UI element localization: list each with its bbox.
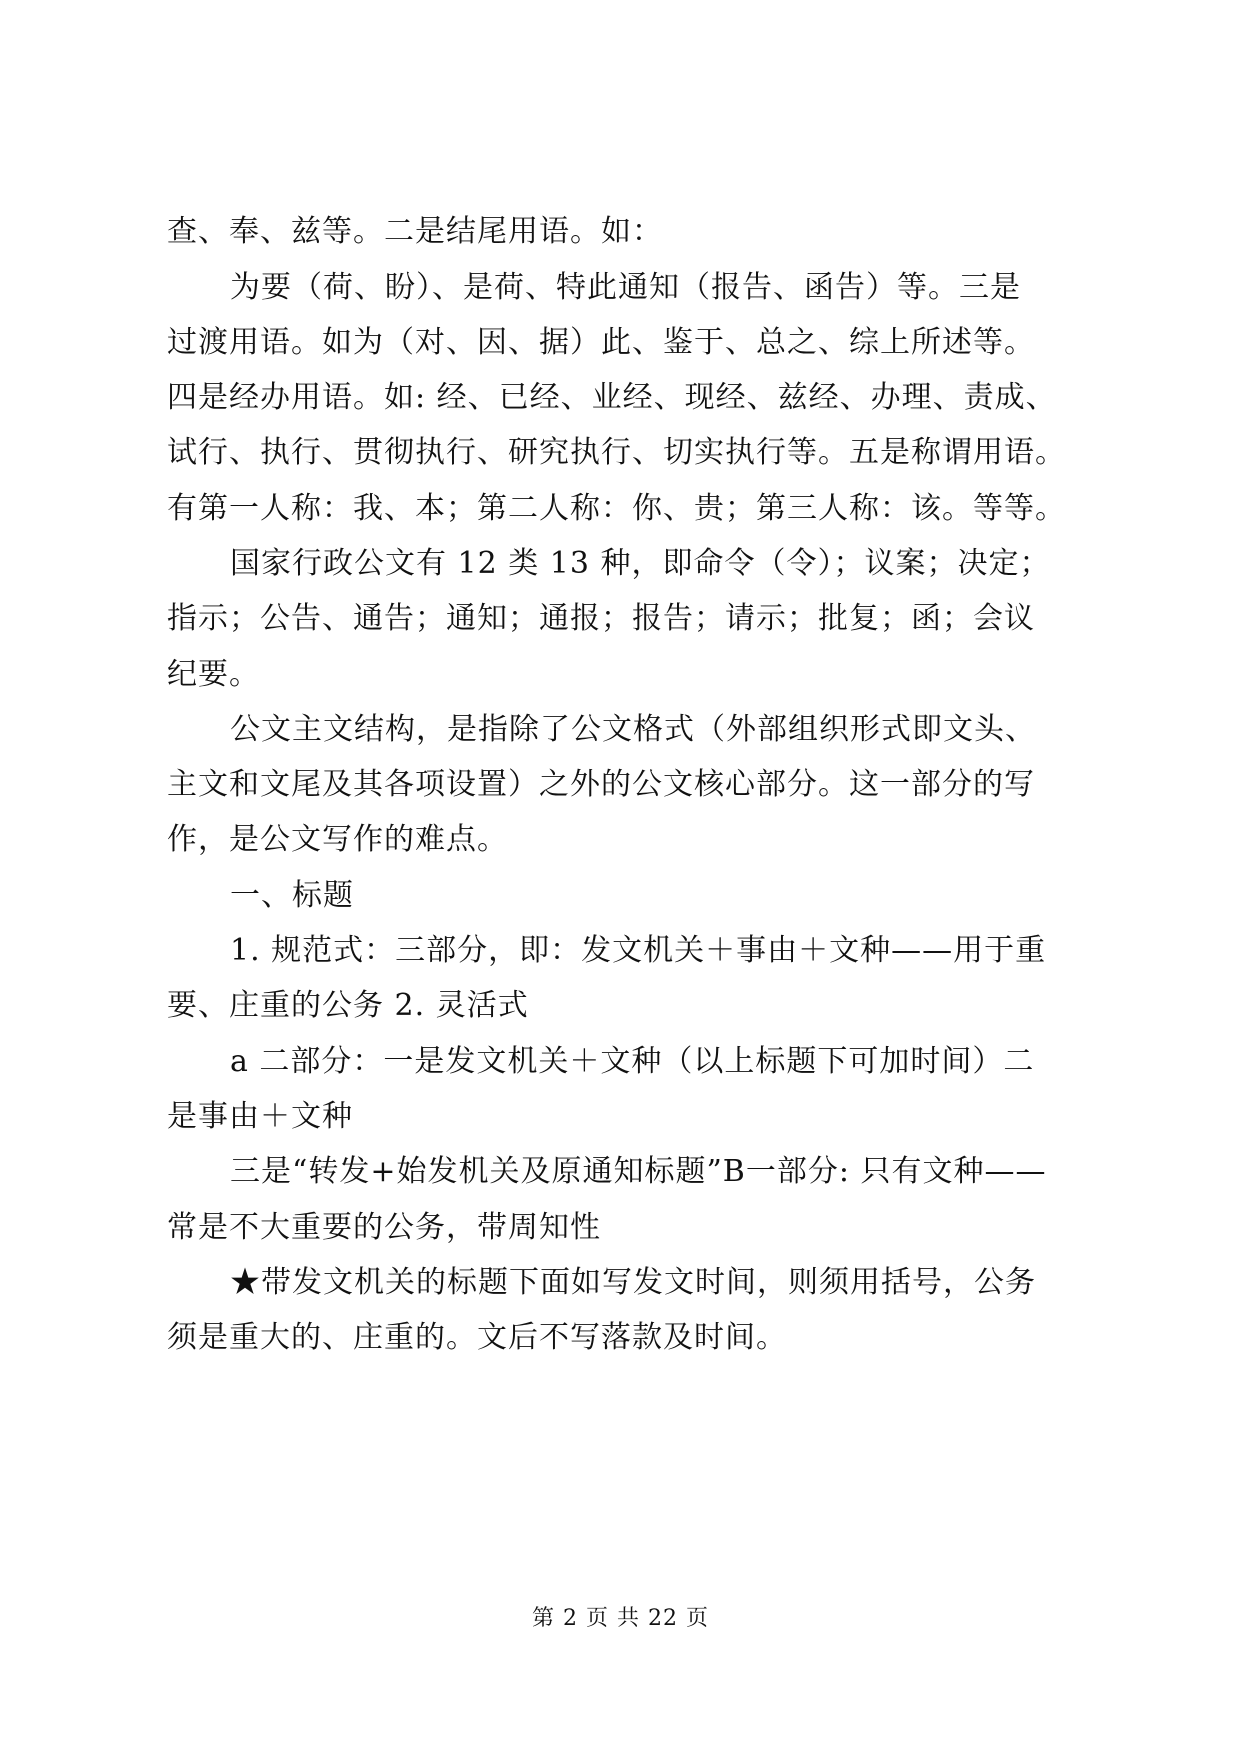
section-heading: 一、标题 xyxy=(230,878,354,913)
text-line: 有第一人称：我、本；第二人称：你、贵；第三人称：该。等等。 xyxy=(167,491,1066,526)
text-line: 指示；公告、通告；通知；通报；报告；请示；批复；函；会议 xyxy=(167,601,1035,636)
text-line: 作，是公文写作的难点。 xyxy=(167,822,508,857)
text-line: 是事由＋文种 xyxy=(167,1099,353,1134)
page-number-footer: 第 2 页 共 22 页 xyxy=(532,1606,709,1631)
text-line: 公文主文结构，是指除了公文格式（外部组织形式即文头、 xyxy=(230,712,1036,747)
text-line: 国家行政公文有 12 类 13 种，即命令（令）；议案；决定； xyxy=(230,546,1051,581)
text-line: 四是经办用语。如: 经、已经、业经、现经、兹经、办理、责成、 xyxy=(167,380,1057,415)
text-line: 1. 规范式：三部分，即：发文机关＋事由＋文种——用于重 xyxy=(230,933,1047,968)
text-line: 要、庄重的公务 2. 灵活式 xyxy=(167,988,529,1023)
text-line: a 二部分：一是发文机关＋文种（以上标题下可加时间）二 xyxy=(230,1044,1035,1079)
text-line: 三是“转发+始发机关及原通知标题”B一部分: 只有文种—— xyxy=(230,1154,1047,1189)
text-line: 须是重大的、庄重的。文后不写落款及时间。 xyxy=(167,1320,787,1355)
text-line: 试行、执行、贯彻执行、研究执行、切实执行等。五是称谓用语。 xyxy=(167,435,1066,470)
text-line: 纪要。 xyxy=(167,657,260,692)
text-line: 查、奉、兹等。二是结尾用语。如： xyxy=(167,214,663,249)
text-line: ★带发文机关的标题下面如写发文时间，则须用括号，公务 xyxy=(230,1265,1036,1300)
text-line: 为要（荷、盼）、是荷、特此通知（报告、函告）等。三是 xyxy=(230,270,1021,305)
text-line: 过渡用语。如为（对、因、据）此、鉴于、总之、综上所述等。 xyxy=(167,325,1035,360)
text-line: 主文和文尾及其各项设置）之外的公文核心部分。这一部分的写 xyxy=(167,767,1035,802)
text-line: 常是不大重要的公务，带周知性 xyxy=(167,1210,601,1245)
